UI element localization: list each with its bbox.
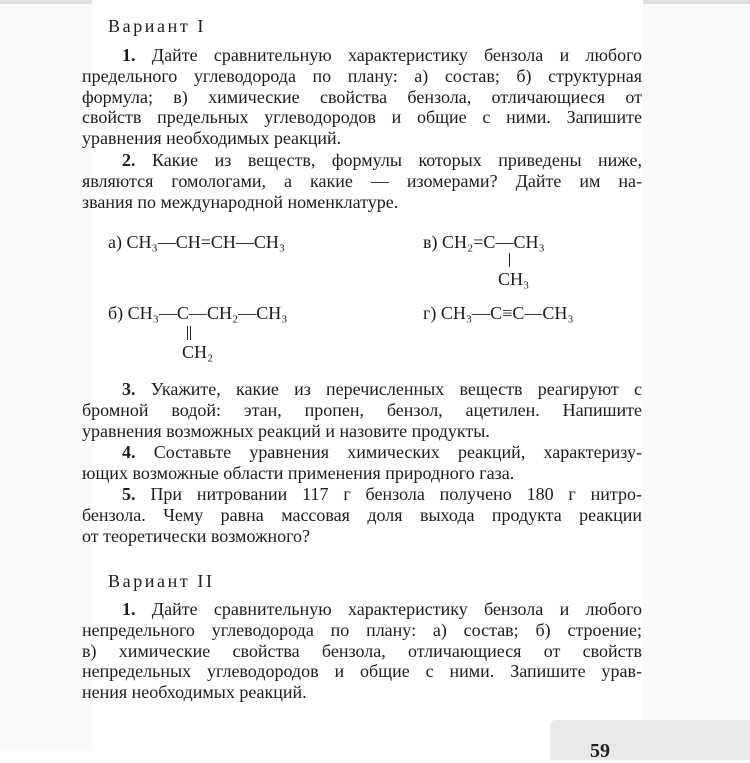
question-number: 1.	[122, 45, 136, 65]
single-bond-line	[509, 253, 510, 267]
question-text-line: уравнения возможных реакций и назовите продукты.	[82, 420, 490, 441]
variant-1-question-3	[82, 379, 642, 441]
question-text-line: непредельных углеводородов и общие с ними. Запишите урав-	[82, 661, 642, 682]
formula-g	[423, 302, 574, 324]
question-text-line: свойств предельных углеводородов и общие с ними. Запишите	[82, 107, 642, 128]
question-text-line: Составьте уравнения химических реакций, характеризу-	[153, 442, 643, 462]
question-number: 4.	[122, 442, 136, 462]
question-text-line: При нитровании 117 г бензола получено 180 г нитро-	[150, 484, 642, 504]
question-text-line: звания по международной номенклатуре.	[82, 191, 399, 212]
variant-1-title: Вариант I	[108, 16, 207, 36]
page-number: 59	[590, 740, 610, 762]
formula-v	[423, 231, 545, 253]
variant-1-question-1	[82, 45, 642, 149]
formula-label: в)	[423, 232, 438, 252]
question-text-line: бромной водой: этан, пропен, бензол, ацетилен. Напишите	[82, 399, 642, 420]
question-text-line: являются гомологами, а какие — изомерами? Дайте им на-	[82, 170, 642, 191]
formula-label: а)	[108, 232, 122, 252]
formula-label: б)	[108, 303, 124, 323]
formula-b	[108, 302, 288, 324]
variant-2-question-1	[82, 599, 642, 703]
double-bond-line	[187, 326, 191, 340]
question-text-line: Дайте сравнительную характеристику бензола и любого	[151, 599, 643, 619]
variant-1-question-2	[82, 150, 642, 212]
question-number: 3.	[122, 379, 136, 399]
formula-b-branch: CH₂	[182, 342, 214, 362]
formula-a	[108, 231, 285, 253]
question-text-line: нения необходимых реакций.	[82, 682, 307, 703]
variant-1-question-4	[82, 442, 642, 484]
question-text-line: ющих возможные области применения природного газа.	[82, 462, 515, 483]
question-text-line: Дайте сравнительную характеристику бензола и любого	[151, 45, 643, 65]
question-text-line: непредельного углеводорода по плану: а) состав; б) строение;	[82, 619, 642, 640]
question-text-line: Какие из веществ, формулы которых приведены ниже,	[152, 150, 642, 170]
formula-v-branch: CH₃	[498, 269, 530, 289]
formula-label: г)	[423, 303, 437, 323]
question-number: 2.	[122, 150, 136, 170]
formula-text: CH₃—C—CH₂—CH₃	[127, 303, 288, 323]
formula-text: CH₂=C—CH₃	[442, 232, 545, 252]
variant-2-title: Вариант II	[108, 571, 215, 591]
question-text-line: уравнения необходимых реакций.	[82, 128, 342, 149]
question-text-line: Укажите, какие из перечисленных веществ реагируют с	[150, 379, 642, 399]
right-margin	[643, 4, 750, 751]
formula-text: CH₃—CH=CH—CH₃	[126, 232, 286, 252]
formula-text: CH₃—C≡C—CH₃	[440, 303, 574, 323]
page-corner	[550, 720, 750, 760]
question-text-line: бензола. Чему равна массовая доля выхода продукта реакции	[82, 504, 642, 525]
question-number: 5.	[122, 484, 136, 504]
left-margin	[0, 4, 92, 751]
question-text-line: формула; в) химические свойства бензола, отличающиеся от	[82, 86, 642, 107]
question-number: 1.	[122, 599, 136, 619]
question-text-line: в) химические свойства бензола, отличающиеся от свойств	[82, 640, 642, 661]
variant-1-question-5	[82, 484, 642, 546]
question-text-line: от теоретически возможного?	[82, 525, 310, 546]
question-text-line: предельного углеводорода по плану: а) состав; б) структурная	[82, 65, 642, 86]
